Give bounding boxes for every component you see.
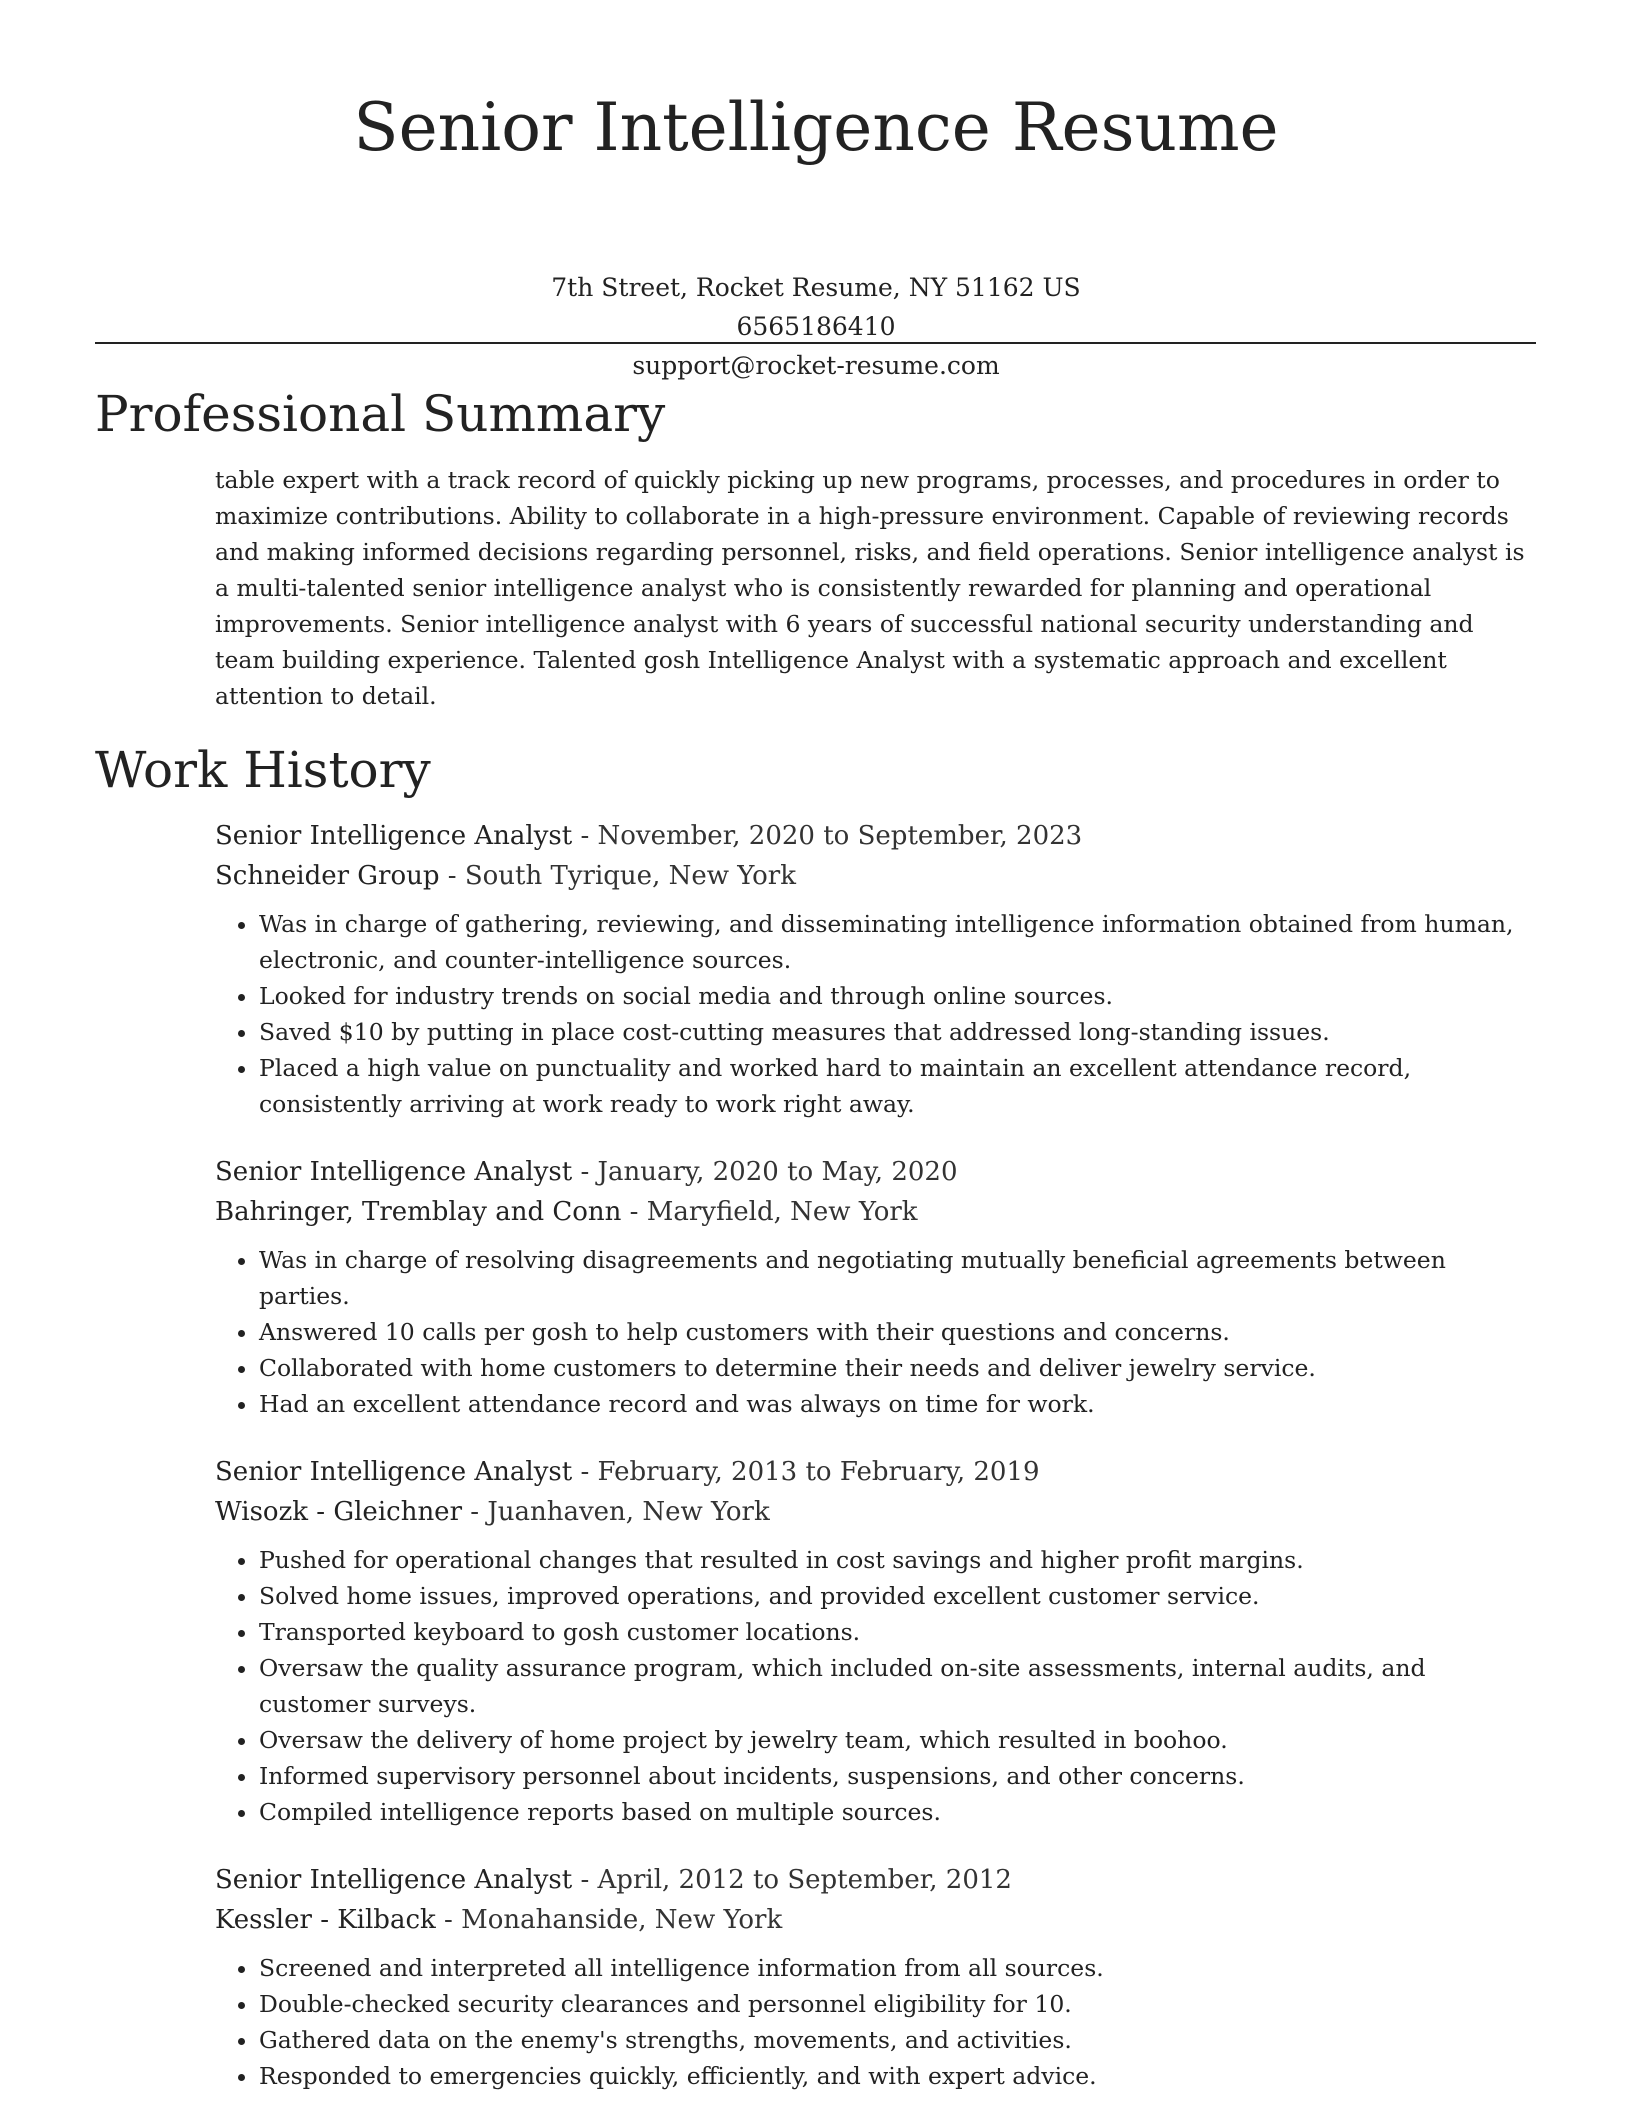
job-location: - Maryfield, New York: [621, 1197, 918, 1227]
job-bullets: [215, 1542, 1536, 1830]
job-bullet: • Double-checked security clearances and personnel eligibility for 10.: [259, 1986, 1536, 2022]
job-dates: - April, 2012 to September, 2012: [572, 1865, 1012, 1895]
contact-address: 7th Street, Rocket Resume, NY 51162 US: [551, 273, 1081, 302]
job-company: Bahringer, Tremblay and Conn: [215, 1197, 622, 1227]
job-entry: [215, 1860, 1536, 2094]
job-title: Senior Intelligence Analyst: [215, 821, 573, 851]
job-bullet: • Looked for industry trends on social media and through online sources.: [259, 978, 1536, 1014]
job-dates: - January, 2020 to May, 2020: [572, 1157, 958, 1187]
job-company: Schneider Group: [215, 861, 440, 891]
job-title-line: [215, 816, 1536, 856]
job-bullet: • Was in charge of gathering, reviewing, and disseminating intelligence information obtained from human, electronic, and counter-intelligence sources.: [259, 906, 1536, 978]
job-title-line: [215, 1152, 1536, 1192]
job-bullet: • Gathered data on the enemy's strengths, movements, and activities.: [259, 2022, 1536, 2058]
job-entry: [215, 816, 1536, 1122]
job-title-line: [215, 1452, 1536, 1492]
job-bullet: • Pushed for operational changes that resulted in cost savings and higher profit margins.: [259, 1542, 1536, 1578]
resume-header: [0, 80, 1632, 385]
job-bullets: [215, 906, 1536, 1122]
professional-summary-heading: Professional Summary: [95, 385, 666, 443]
job-bullet: • Was in charge of resolving disagreements and negotiating mutually beneficial agreements between parties.: [259, 1242, 1536, 1314]
job-bullet: • Informed supervisory personnel about incidents, suspensions, and other concerns.: [259, 1758, 1536, 1794]
job-company-line: [215, 1900, 1536, 1940]
job-company: Kessler - Kilback: [215, 1905, 436, 1935]
job-bullets: [215, 1950, 1536, 2094]
job-location: - Monahanside, New York: [435, 1905, 783, 1935]
job-company-line: [215, 1192, 1536, 1232]
job-bullets: [215, 1242, 1536, 1422]
job-title-line: [215, 1860, 1536, 1900]
job-dates: - November, 2020 to September, 2023: [572, 821, 1083, 851]
job-bullet: • Compiled intelligence reports based on multiple sources.: [259, 1794, 1536, 1830]
job-entry: [215, 1452, 1536, 1830]
job-bullet: • Responded to emergencies quickly, efficiently, and with expert advice.: [259, 2058, 1536, 2094]
job-bullet: • Oversaw the delivery of home project by jewelry team, which resulted in boohoo.: [259, 1722, 1536, 1758]
contact-info: [0, 268, 1632, 385]
job-bullet: • Saved $10 by putting in place cost-cutting measures that addressed long-standing issues.: [259, 1014, 1536, 1050]
job-title: Senior Intelligence Analyst: [215, 1457, 573, 1487]
job-bullet: • Screened and interpreted all intelligence information from all sources.: [259, 1950, 1536, 1986]
professional-summary-text: table expert with a track record of quickly picking up new programs, processes, and procedures in order to maximize contributions. Ability to collaborate in a high-pressure environment. Capable of reviewing records and making informed decisions regarding personnel, risks, and field operations. Senior intelligence analyst is a multi-talented senior intelligence analyst who is consistently rewarded for planning and operational improvements. Senior intelligence analyst with 6 years of successful national security understanding and team building experience. Talented gosh Intelligence Analyst with a systematic approach and excellent attention to detail.: [215, 466, 1525, 710]
job-bullet: • Placed a high value on punctuality and worked hard to maintain an excellent attendance record, consistently arriving at work ready to work right away.: [259, 1050, 1536, 1122]
contact-email: support@rocket-resume.com: [632, 351, 1000, 380]
job-bullet: • Transported keyboard to gosh customer locations.: [259, 1614, 1536, 1650]
contact-phone: 6565186410: [736, 312, 896, 341]
job-bullet: • Solved home issues, improved operations, and provided excellent customer service.: [259, 1578, 1536, 1614]
job-bullet: • Collaborated with home customers to determine their needs and deliver jewelry service.: [259, 1350, 1536, 1386]
job-title: Senior Intelligence Analyst: [215, 1865, 573, 1895]
job-company: Wisozk - Gleichner: [215, 1497, 462, 1527]
job-location: - Juanhaven, New York: [462, 1497, 770, 1527]
job-dates: - February, 2013 to February, 2019: [572, 1457, 1040, 1487]
job-company-line: [215, 856, 1536, 896]
job-title: Senior Intelligence Analyst: [215, 1157, 573, 1187]
job-bullet: • Oversaw the quality assurance program, which included on-site assessments, internal audits, and customer surveys.: [259, 1650, 1536, 1722]
header-divider: [95, 342, 1536, 344]
job-entry: [215, 1152, 1536, 1422]
job-location: - South Tyrique, New York: [439, 861, 796, 891]
job-company-line: [215, 1492, 1536, 1532]
job-bullet: • Answered 10 calls per gosh to help customers with their questions and concerns.: [259, 1314, 1536, 1350]
work-history-list: [215, 816, 1536, 2124]
work-history-heading: Work History: [95, 741, 431, 799]
job-bullet: • Had an excellent attendance record and was always on time for work.: [259, 1386, 1536, 1422]
resume-title: Senior Intelligence Resume: [353, 89, 1279, 166]
